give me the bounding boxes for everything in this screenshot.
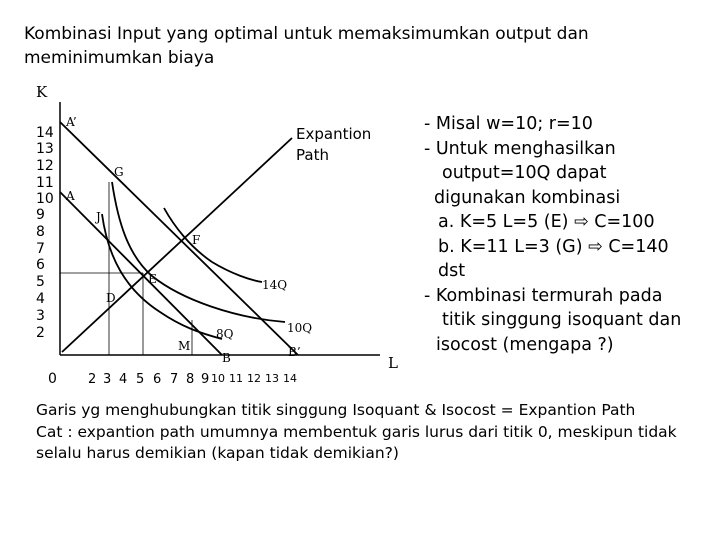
x-axis-label: L bbox=[388, 354, 398, 372]
label-a: A bbox=[66, 189, 75, 203]
x-tick: 7 bbox=[170, 372, 179, 387]
expansion-path-label-line2: Path bbox=[296, 146, 329, 164]
y-tick: 4 bbox=[36, 291, 45, 307]
note-line: digunakan kombinasi bbox=[434, 187, 621, 208]
label-a-prime: A’ bbox=[66, 115, 77, 129]
x-tick: 12 bbox=[247, 372, 261, 385]
y-tick: 9 bbox=[36, 207, 45, 223]
note-line: dst bbox=[438, 261, 466, 281]
label-m: M bbox=[178, 339, 191, 353]
expansion-path-label-line1: Expantion bbox=[296, 125, 372, 143]
isoquant-8q bbox=[102, 214, 222, 339]
note-line: - Misal w=10; r=10 bbox=[424, 114, 593, 134]
footer-notes bbox=[36, 400, 716, 465]
x-tick: 4 bbox=[119, 372, 128, 387]
note-line: - Kombinasi termurah pada bbox=[424, 285, 663, 306]
x-tick: 3 bbox=[103, 372, 112, 387]
note-line: titik singgung isoquant dan bbox=[442, 310, 682, 330]
y-tick: 3 bbox=[36, 308, 45, 324]
label-b: B bbox=[222, 351, 231, 365]
label-b-prime: B’ bbox=[288, 345, 301, 359]
x-tick: 10 bbox=[211, 372, 225, 385]
title-line-1: Kombinasi Input yang optimal untuk memaksimumkan output dan bbox=[24, 24, 589, 44]
label-e: E bbox=[148, 272, 157, 286]
x-tick: 8 bbox=[186, 372, 195, 387]
x-tick: 9 bbox=[201, 372, 210, 387]
x-tick: 14 bbox=[283, 372, 297, 385]
label-d: D bbox=[106, 291, 116, 305]
x-tick-labels bbox=[88, 372, 297, 387]
note-line: b. K=11 L=3 (G) ⇨ C=140 bbox=[438, 236, 669, 257]
title-line-2: meminimumkan biaya bbox=[24, 48, 215, 68]
note-line: output=10Q dapat bbox=[442, 163, 607, 183]
x-tick: 6 bbox=[153, 372, 162, 387]
note-line: isocost (mengapa ?) bbox=[436, 334, 614, 355]
label-f: F bbox=[192, 233, 201, 247]
y-tick: 13 bbox=[36, 141, 54, 157]
x-tick: 13 bbox=[265, 372, 279, 385]
y-tick: 2 bbox=[36, 325, 45, 341]
footer-line-3: selalu harus demikian (kapan tidak demikian?) bbox=[36, 444, 399, 462]
y-tick: 12 bbox=[36, 158, 54, 174]
footer-line-2: Cat : expantion path umumnya membentuk garis lurus dari titik 0, meskipun tidak bbox=[36, 422, 677, 441]
y-tick: 11 bbox=[36, 175, 54, 191]
label-g: G bbox=[114, 165, 124, 179]
x-tick: 11 bbox=[229, 372, 243, 385]
isoquant-label-8q: 8Q bbox=[216, 327, 234, 341]
y-axis-label: K bbox=[36, 83, 48, 101]
y-tick: 10 bbox=[36, 191, 54, 207]
footer-line-1: Garis yg menghubungkan titik singgung Isoquant & Isocost = Expantion Path bbox=[36, 401, 636, 419]
label-j: J bbox=[96, 210, 101, 224]
y-tick: 5 bbox=[36, 274, 45, 290]
y-tick: 6 bbox=[36, 257, 45, 273]
x-tick: 2 bbox=[88, 372, 97, 387]
origin-label: 0 bbox=[48, 371, 57, 387]
notes-panel bbox=[420, 112, 720, 357]
note-line: a. K=5 L=5 (E) ⇨ C=100 bbox=[438, 212, 655, 232]
isoquant-label-14q: 14Q bbox=[262, 278, 288, 292]
y-tick: 7 bbox=[36, 241, 45, 257]
isoquant-label-10q: 10Q bbox=[287, 321, 313, 335]
y-tick: 14 bbox=[36, 125, 54, 141]
y-tick: 8 bbox=[36, 224, 45, 240]
x-tick: 5 bbox=[136, 372, 145, 387]
note-line: - Untuk menghasilkan bbox=[424, 138, 616, 159]
y-tick-labels bbox=[36, 125, 54, 341]
expansion-path-line bbox=[62, 138, 292, 352]
